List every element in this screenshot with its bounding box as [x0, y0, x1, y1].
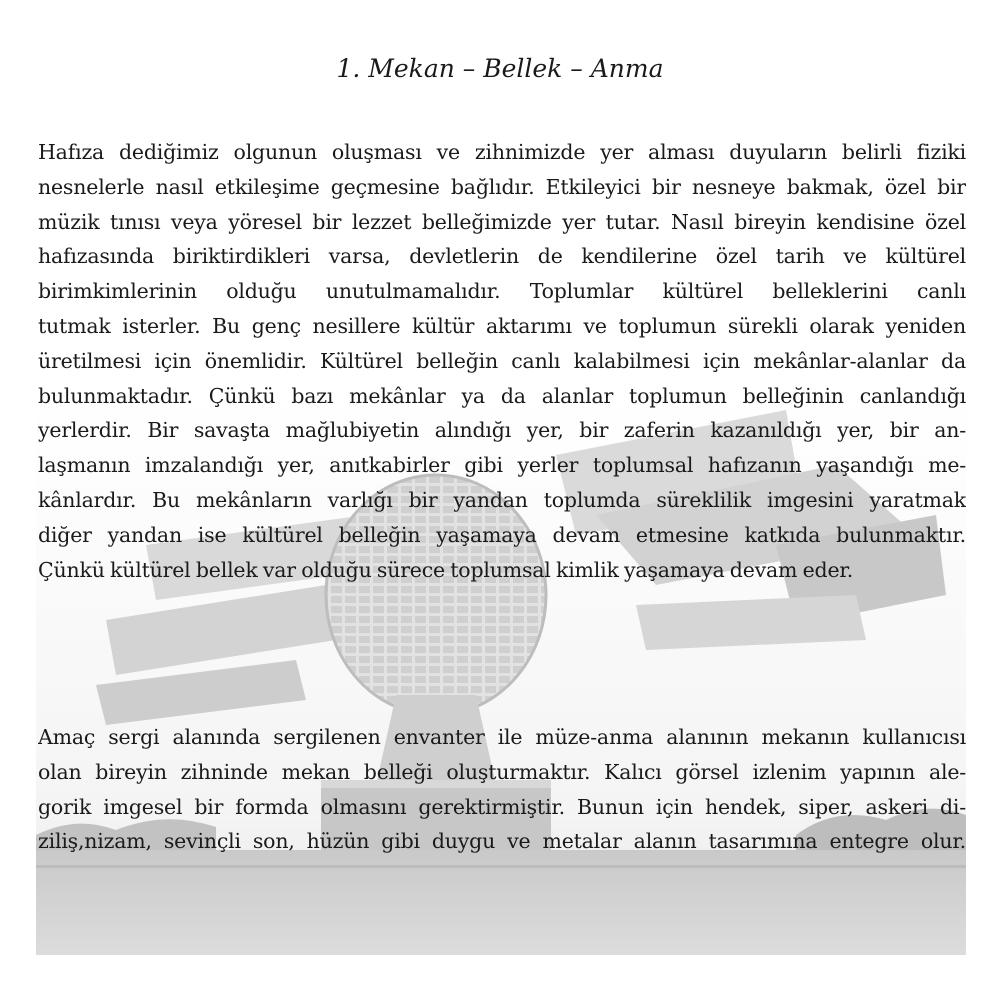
- text-line: laşmanın imzalandığı yer, anıtkabirler gibi yerler toplumsal hafızanın yaşandığı me-: [38, 453, 966, 478]
- section-title: 1. Mekan – Bellek – Anma: [336, 54, 664, 83]
- text-line: olan bireyin zihninde mekan belleği oluşturmaktır. Kalıcı görsel izlenim yapının ale-: [38, 759, 966, 784]
- text-line: ziliş,nizam, sevinçli son, hüzün gibi duygu ve metalar alanın tasarımına entegre olur.: [38, 829, 966, 854]
- text-line: Amaç sergi alanında sergilenen envanter ile müze-anma alanının mekanın kullanıcısı: [38, 725, 966, 749]
- text-line: nesnelerle nasıl etkileşime geçmesine bağlıdır. Etkileyici bir nesneye bakmak, özel bir: [38, 174, 966, 199]
- text-line: birimkimlerinin olduğu unutulmamalıdır. Toplumlar kültürel belleklerini canlı: [38, 279, 966, 304]
- text-line: müzik tınısı veya yöresel bir lezzet belleğimizde yer tutar. Nasıl bireyin kendisine özel: [38, 209, 966, 234]
- text-line: Çünkü kültürel bellek var olduğu sürece toplumsal kimlik yaşamaya devam eder.: [38, 557, 854, 582]
- text-line: tutmak isterler. Bu genç nesillere kültür aktarımı ve toplumun sürekli olarak yeniden: [38, 313, 966, 338]
- text-line: kânlardır. Bu mekânların varlığı bir yandan toplumda süreklilik imgesini yaratmak: [38, 487, 966, 512]
- text-line: Hafıza dediğimiz olgunun oluşması ve zihnimizde yer alması duyuların belirli fiziki: [38, 140, 966, 164]
- paragraph-1: [38, 135, 966, 587]
- text-line: hafızasında biriktirdikleri varsa, devletlerin de kendilerine özel tarih ve kültürel: [38, 244, 966, 269]
- text-line: bulunmaktadır. Çünkü bazı mekânlar ya da alanlar toplumun belleğinin canlandığı: [38, 383, 966, 408]
- text-line: gorik imgesel bir formda olmasını gerektirmiştir. Bunun için hendek, siper, askeri di-: [38, 794, 966, 819]
- text-line: üretilmesi için önemlidir. Kültürel belleğin canlı kalabilmesi için mekânlar-alanlar da: [38, 348, 966, 373]
- text-line: diğer yandan ise kültürel belleğin yaşamaya devam etmesine katkıda bulunmaktır.: [38, 522, 966, 547]
- text-line: yerlerdir. Bir savaşta mağlubiyetin alındığı yer, bir zaferin kazanıldığı yer, bir an-: [38, 418, 966, 443]
- paragraph-2: [38, 720, 966, 859]
